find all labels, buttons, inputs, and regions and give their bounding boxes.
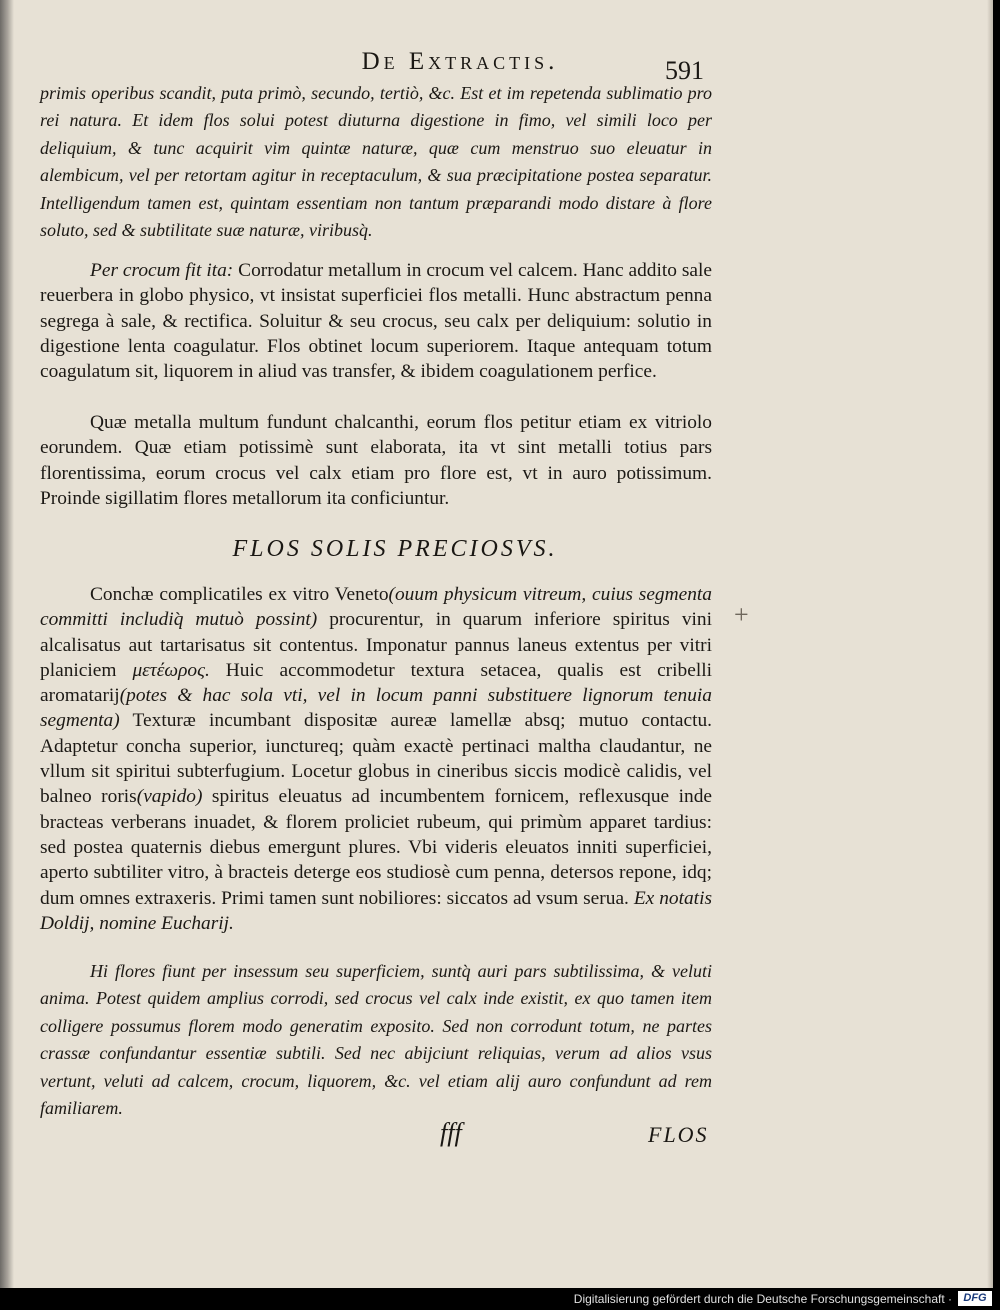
main-segment-3: procurentur, in quarum inferiore spiritus vini alcalisatus aut tartarisatus sit contentus. Imponatur pannus laneus extentus per vitri planiciem bbox=[40, 609, 712, 681]
page-number: 591 bbox=[665, 56, 704, 85]
main-segment-6: Texturæ incumbant dispositæ aureæ lamellæ absq; mutuo contactu. Adaptetur concha superior, iunctureq; quàm exactè pertinaci maltha claudantur, ne vllum sit spiritui subterfugium. Locetur globus in cineribus siccis modicè calidis, vel balneo roris bbox=[40, 710, 712, 808]
main-segment-4: Huic accommodetur textura setacea, qualis est cribelli aromatarij bbox=[40, 659, 712, 707]
top-paragraph-text: primis operibus scandit, puta primò, secundo, tertiò, &c. Est et im repetenda sublimatio pro rei natura. Et idem flos solui potest diuturna digestione in fimo, vel simili loco per deliquium, & tunc acquirit vim quintæ naturæ, quæ cum menstruo suo eleuatur in alembicum, vel per retortam agitur in receptaculum, & sua præcipitatione postea separatur. Intelligendum tamen est, quintam essentiam non tantum præparandi modo distare à flore soluto, sed & subtilitate suæ naturæ, viribusq̀. bbox=[40, 83, 712, 241]
closing-paragraph-text: Hi flores fiunt per insessum seu superficiem, suntq̀ auri pars subtilissima, & veluti anima. Potest quidem amplius corrodi, sed crocus vel calx inde existit, ex quo tamen item colligere possumus florem modo generatim exposito. Sed non corrodunt totum, ne partes crassæ confundantur essentiæ subtili. Sed nec abijciunt reliquias, verum ad alios vsus vertunt, veluti ad calcem, crocum, liquorem, &c. vel etiam alij auro confundunt ad rem familiarem. bbox=[40, 961, 712, 1119]
main-segment-5: (potes & hac sola vti, vel in locum panni substituere lignorum tenuia segmenta) bbox=[40, 685, 712, 732]
section-title: FLOS SOLIS PRECIOSVS. bbox=[232, 536, 558, 562]
dfg-logo: DFG bbox=[958, 1291, 992, 1306]
crocum-paragraph-text bbox=[40, 258, 712, 384]
main-segment-2: (ouum physicum vitreum, cuius segmenta committi includiq̀ mutuò possint) bbox=[40, 584, 713, 631]
footer-bar bbox=[0, 1288, 1000, 1310]
margin-mark: + bbox=[734, 600, 749, 629]
metalla-paragraph bbox=[40, 410, 712, 511]
signature-mark: fff bbox=[440, 1118, 462, 1147]
catchword: FLOS bbox=[648, 1122, 709, 1147]
metalla-paragraph-text: Quæ metalla multum fundunt chalcanthi, eorum flos petitur etiam ex vitriolo eorundem. Quæ etiam potissimè sunt elaborata, ita vt sint metalli totius pars florentissima, eorum crocus vel calx etiam pro flore est, vt in auro potissimum. Proinde sigillatim flores metallorum ita conficiuntur. bbox=[40, 412, 712, 509]
main-segment-1: Conchæ complicatiles ex vitro Veneto bbox=[90, 584, 389, 605]
main-paragraph bbox=[40, 582, 712, 936]
main-segment-7: (vapido) bbox=[136, 786, 203, 808]
crocum-body: Corrodatur metallum in crocum vel calcem. Hanc addito sale reuerbera in globo physico, vt insistat superficiei flos metalli. Hunc abstractum penna segrega à sale, & rectifica. Soluitur & seu crocus, seu calx per deliquium: solutio in digestione lenta coagulatur. Flos obtinet locum superiorem. Itaque antequam totum coagulatum sit, liquorem in aliud vas transfer, & ibidem coagulationem perfice. bbox=[40, 260, 712, 383]
main-paragraph-text bbox=[40, 582, 712, 936]
running-head: De Extractis. bbox=[361, 48, 559, 75]
page-gutter bbox=[0, 0, 14, 1288]
footer-text: Digitalisierung gefördert durch die Deutsche Forschungsgemeinschaft · bbox=[573, 1292, 952, 1306]
greek-word: μετέωρος. bbox=[132, 659, 210, 681]
page-edge bbox=[987, 0, 993, 1288]
crocum-intro: Per crocum fit ita: bbox=[90, 260, 234, 281]
top-paragraph bbox=[40, 80, 712, 244]
closing-paragraph bbox=[40, 958, 712, 1122]
main-segment-9: Ex notatis Doldij, nomine Eucharij. bbox=[40, 887, 713, 934]
crocum-paragraph bbox=[40, 258, 712, 384]
main-segment-8: spiritus eleuatus ad incumbentem fornicem, reflexusque inde bracteas verberans inuadet, & florem proliciet rubeum, qui primùm apparet tardius: sed postea quaternis diebus emergunt plures. Vbi videris eleuatos inniti superficiei, aperto subtiliter vitro, à bracteis deterge eos studiosè cum penna, detersos repone, idq; dum omnes extraxeris. Primi tamen sunt nobiliores: siccatos ad vsum serua. bbox=[40, 786, 713, 909]
